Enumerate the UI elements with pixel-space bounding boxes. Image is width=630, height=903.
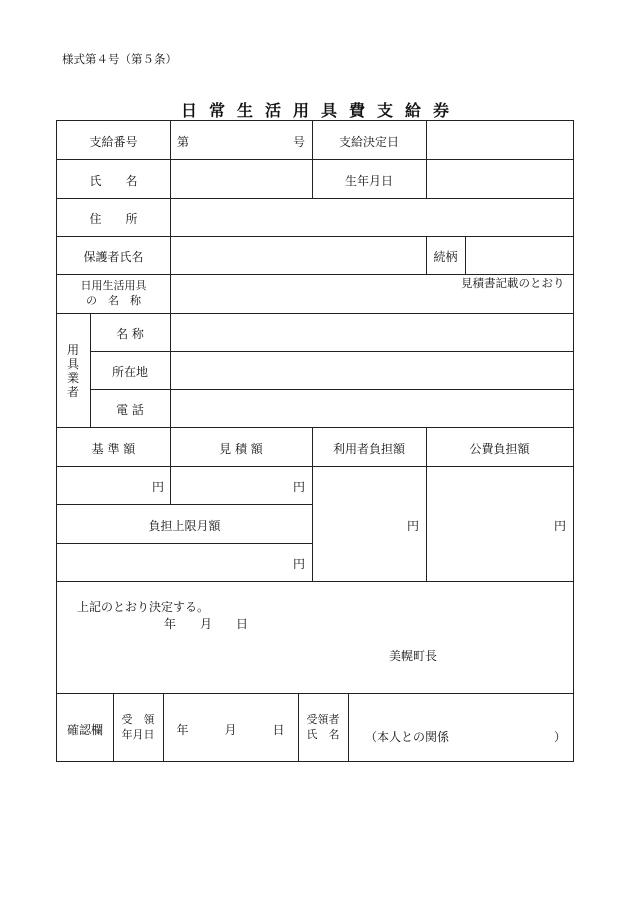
col-divider — [426, 121, 427, 198]
col-divider — [170, 274, 171, 313]
col-divider — [465, 236, 466, 274]
equipment-name-label-line2: の 名 称 — [86, 294, 141, 307]
col-divider — [170, 121, 171, 236]
row-divider — [57, 693, 573, 694]
dai-label: 第 — [177, 135, 190, 149]
confirm-column-label: 確認欄 — [66, 723, 103, 737]
public-burden-yen: 円 — [554, 519, 567, 533]
row-divider — [90, 389, 573, 390]
row-divider — [90, 351, 573, 352]
vendor-phone-label: 電 話 — [116, 403, 144, 417]
vendor-name-label: 名 称 — [116, 327, 144, 341]
row-divider — [57, 581, 573, 582]
vendor-label: 用具業者 — [66, 343, 79, 399]
row-divider — [57, 543, 312, 544]
receive-date-label-line2: 年月日 — [121, 728, 155, 741]
name-label: 氏 名 — [89, 174, 138, 188]
user-burden-yen: 円 — [407, 519, 420, 533]
col-divider — [170, 427, 171, 504]
relationship-label: 続柄 — [433, 250, 458, 264]
col-divider — [113, 693, 114, 761]
recipient-label-line1: 受領者 — [306, 713, 340, 726]
relation-close-paren: ） — [554, 730, 567, 744]
standard-amount-header: 基 準 額 — [91, 442, 136, 456]
decision-statement: 上記のとおり決定する。 — [77, 600, 210, 614]
recipient-label-line2: 氏 名 — [306, 728, 340, 741]
mayor-signature: 美幌町長 — [389, 649, 438, 663]
row-divider — [57, 198, 573, 199]
page-title: 日常生活用具費支給券 — [180, 101, 461, 120]
row-divider — [57, 466, 573, 467]
col-divider — [170, 236, 171, 274]
row-divider — [57, 427, 573, 428]
form-number: 様式第４号（第５条） — [62, 52, 177, 66]
estimate-amount-yen: 円 — [293, 480, 306, 494]
receive-date-label-line1: 受 領 — [121, 713, 155, 726]
equipment-name-label-line1: 日用生活用具 — [80, 279, 147, 292]
user-burden-header: 利用者負担額 — [332, 442, 405, 456]
relation-with-self-label: （本人との関係 — [365, 730, 450, 744]
per-estimate-note: 見積書記載のとおり — [461, 276, 565, 290]
birth-date-label: 生年月日 — [344, 174, 393, 188]
row-divider — [57, 236, 573, 237]
guardian-name-label: 保護者氏名 — [83, 250, 144, 264]
standard-amount-yen: 円 — [152, 480, 165, 494]
estimate-amount-header: 見 積 額 — [219, 442, 263, 456]
vendor-location-label: 所在地 — [111, 365, 148, 379]
col-divider — [348, 693, 349, 761]
row-divider — [57, 313, 573, 314]
address-label: 住 所 — [89, 212, 138, 226]
go-label: 号 — [293, 135, 306, 149]
row-divider — [57, 159, 573, 160]
monthly-cap-yen: 円 — [293, 557, 306, 571]
monthly-cap-label: 負担上限月額 — [148, 519, 221, 533]
row-divider — [57, 504, 312, 505]
decision-date-label: 支給決定日 — [338, 135, 399, 149]
col-divider — [298, 693, 299, 761]
support-number-label: 支給番号 — [89, 135, 138, 149]
public-burden-header: 公費負担額 — [469, 442, 530, 456]
receive-date-value: 年 月 日 — [176, 723, 285, 737]
col-divider — [170, 313, 171, 427]
decision-date: 年 月 日 — [164, 617, 249, 631]
voucher-table — [56, 120, 574, 762]
